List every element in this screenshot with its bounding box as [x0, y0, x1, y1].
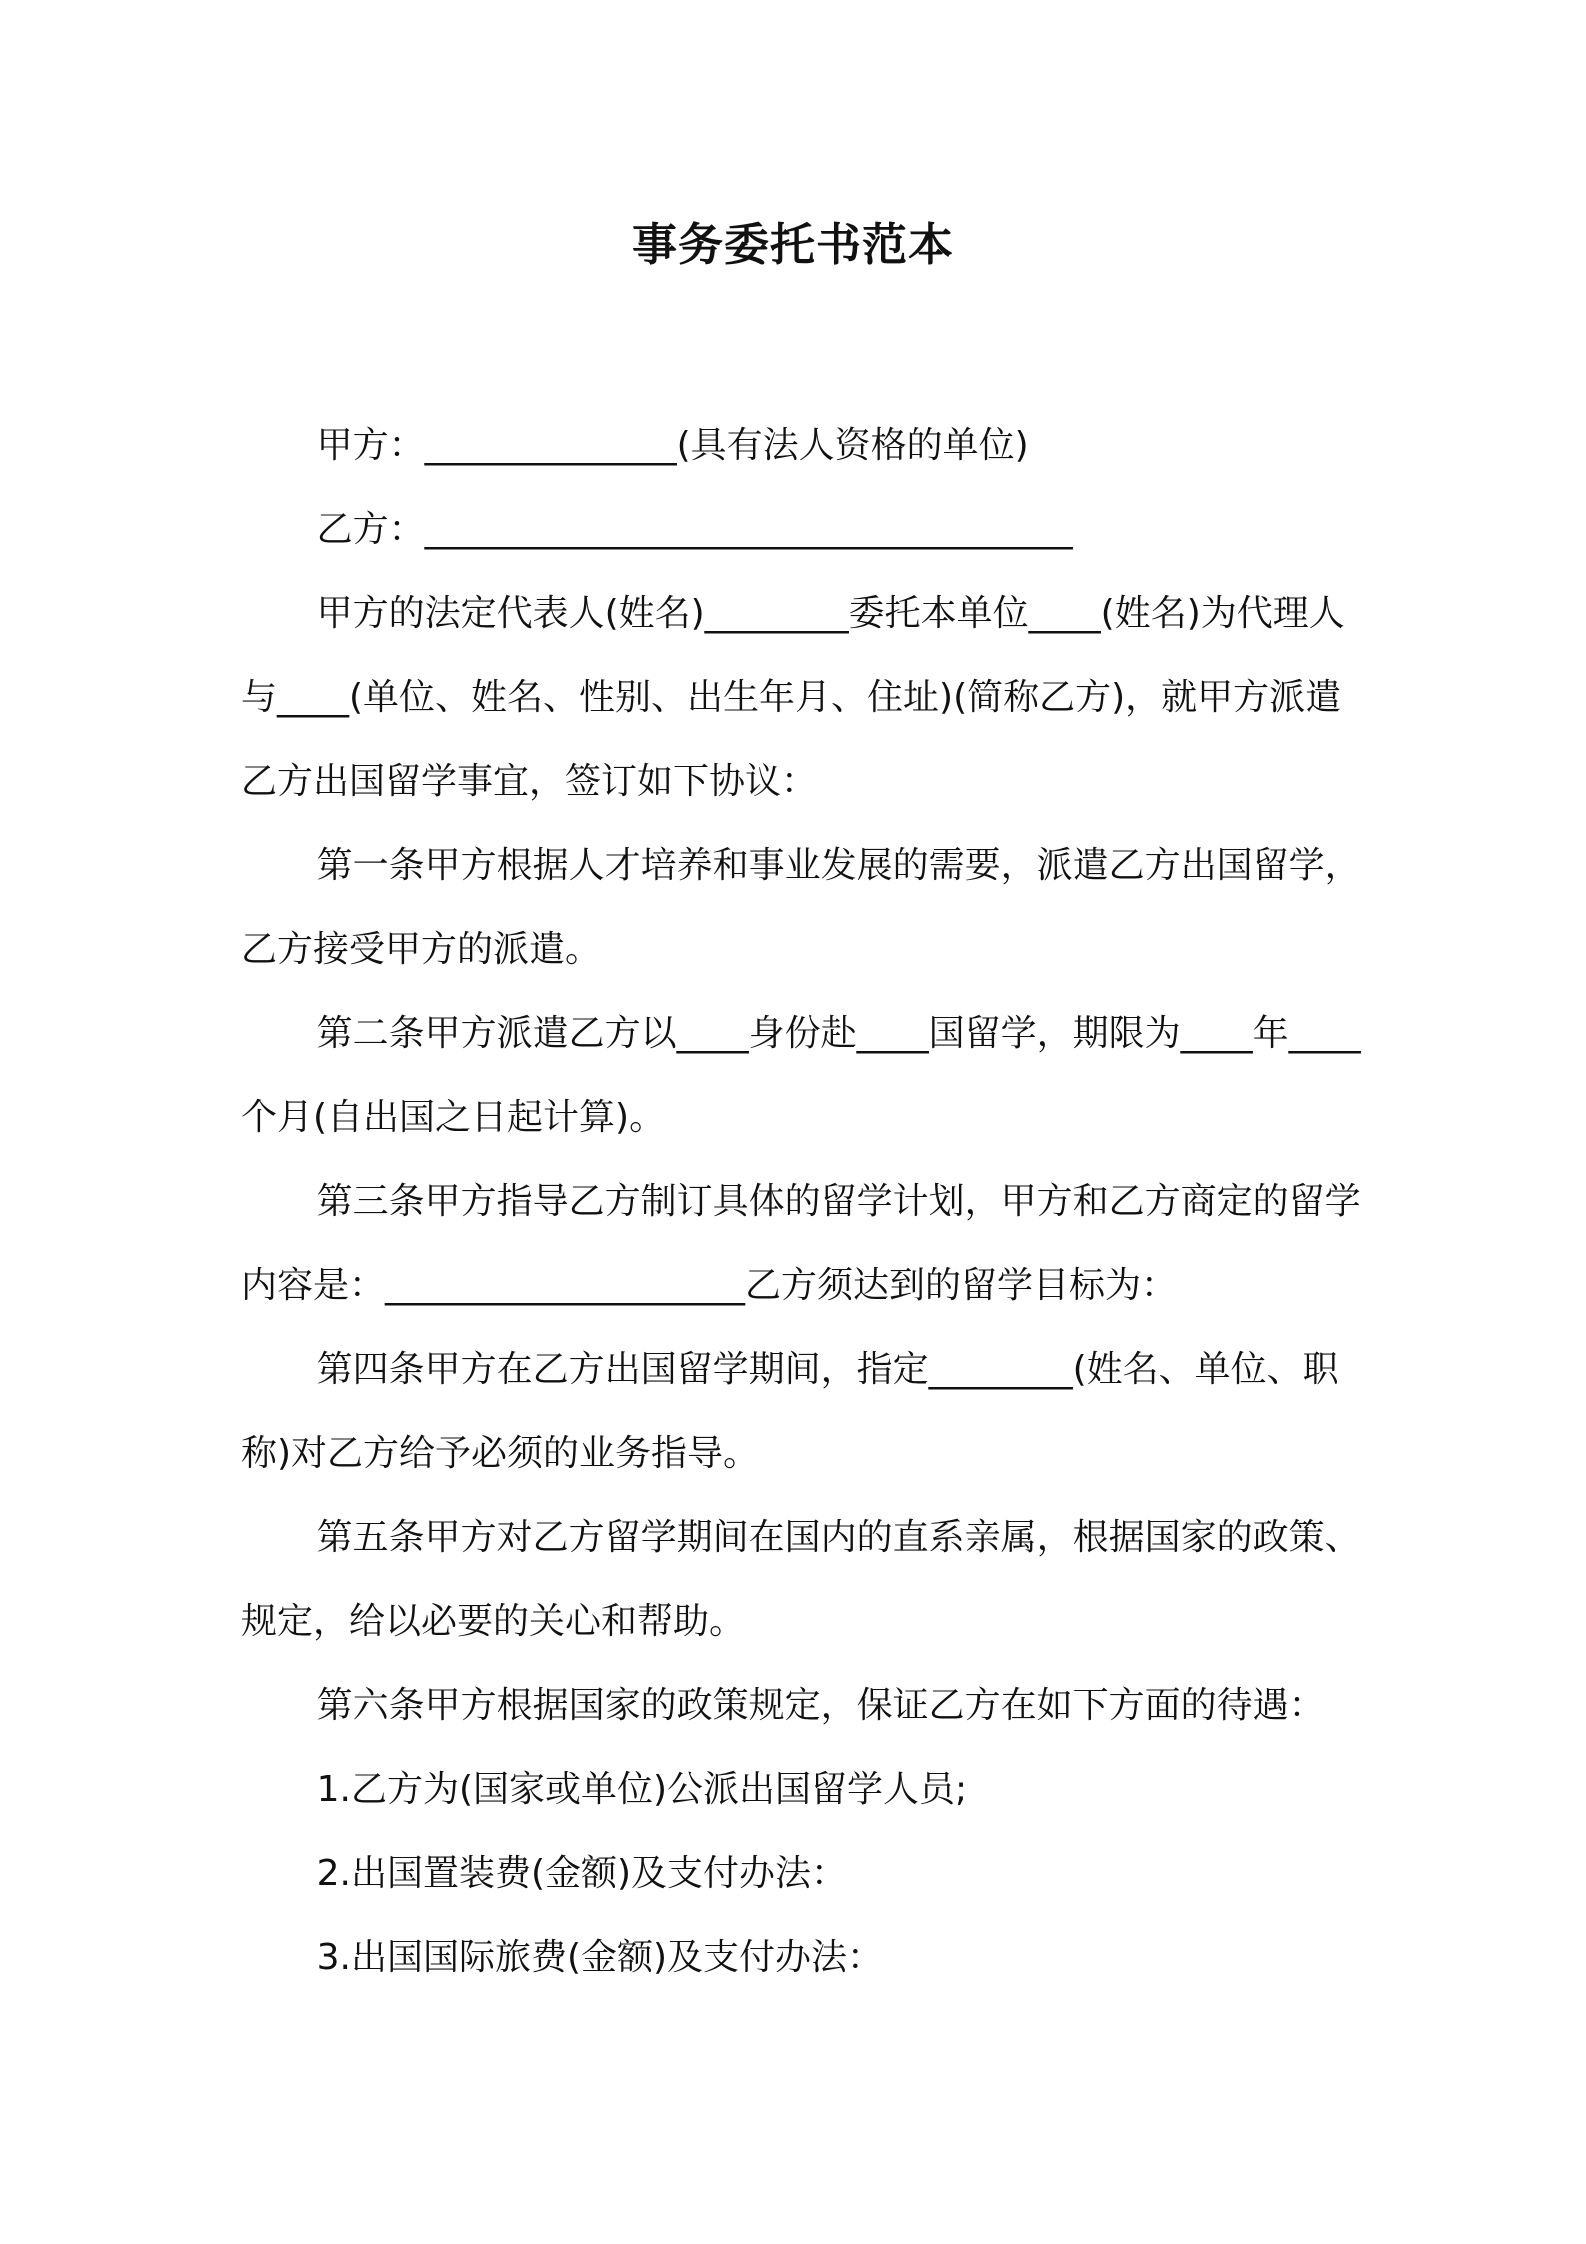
document-title: 事务委托书范本: [631, 218, 954, 271]
article-4: 第四条甲方在乙方出国留学期间，指定________(姓名、单位、职称)对乙方给予必须的业务指导。: [241, 1349, 1339, 1474]
document-body: [241, 404, 1371, 2000]
article-5: 第五条甲方对乙方留学期间在国内的直系亲属，根据国家的政策、规定，给以必要的关心和帮助。: [241, 1517, 1361, 1642]
party-a-line: 甲方：______________(具有法人资格的单位): [316, 425, 1029, 466]
article-3: 第三条甲方指导乙方制订具体的留学计划，甲方和乙方商定的留学内容是：____________________乙方须达到的留学目标为：: [241, 1181, 1361, 1306]
article-1: 第一条甲方根据人才培养和事业发展的需要，派遣乙方出国留学，乙方接受甲方的派遣。: [241, 845, 1361, 970]
party-b-line: 乙方：____________________________________: [316, 509, 1073, 550]
list-item-2: 2.出国置装费(金额)及支付办法：: [316, 1853, 848, 1894]
article-2: 第二条甲方派遣乙方以____身份赴____国留学，期限为____年____个月(自出国之日起计算)。: [241, 1013, 1361, 1138]
list-item-1: 1.乙方为(国家或单位)公派出国留学人员;: [316, 1769, 968, 1810]
intro-paragraph: 甲方的法定代表人(姓名)________委托本单位____(姓名)为代理人与____(单位、姓名、性别、出生年月、住址)(简称乙方)，就甲方派遣乙方出国留学事宜，签订如下协议：: [241, 593, 1345, 802]
article-6: 第六条甲方根据国家的政策规定，保证乙方在如下方面的待遇：: [316, 1685, 1325, 1726]
list-item-3: 3.出国国际旅费(金额)及支付办法：: [316, 1937, 884, 1978]
